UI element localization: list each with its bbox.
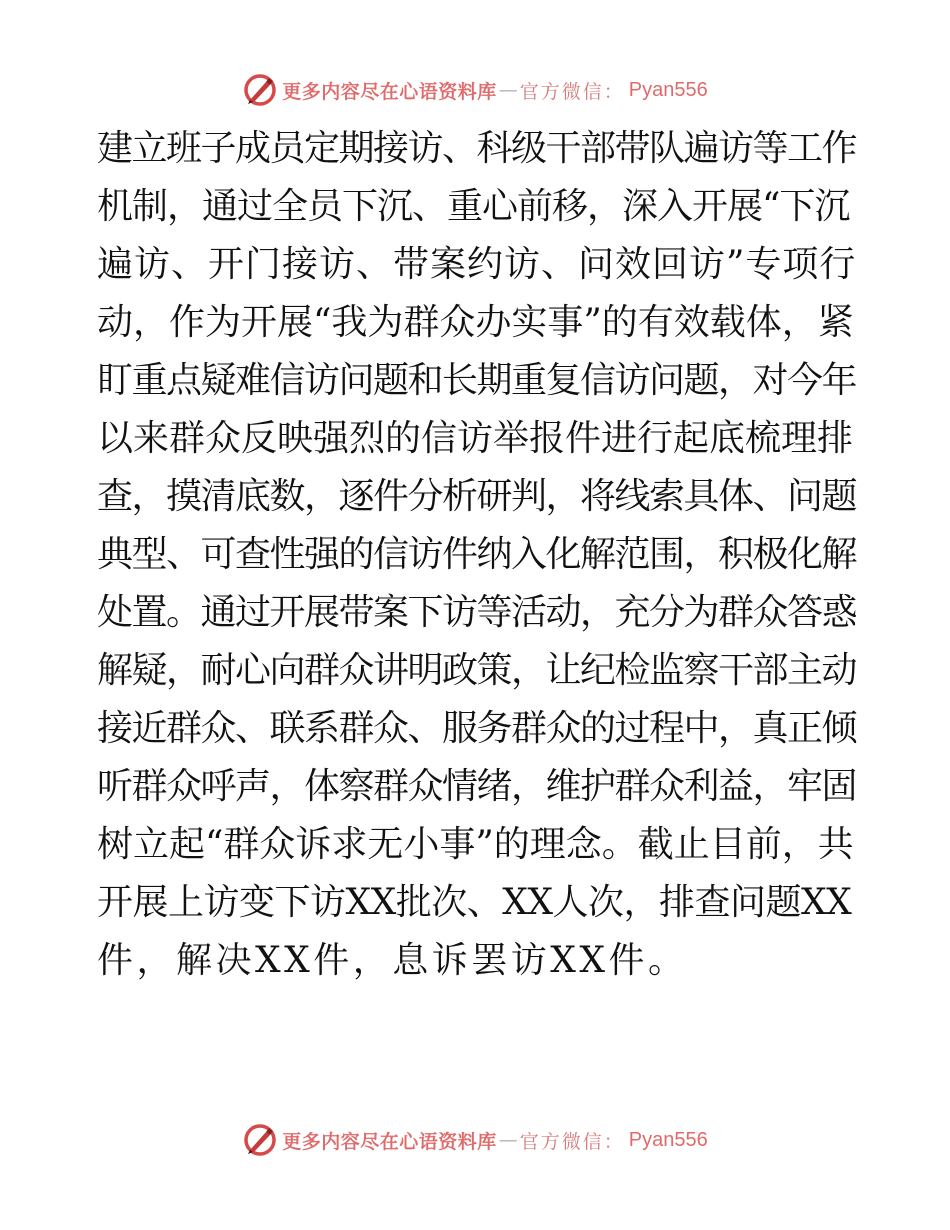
body-text-line: 盯重点疑难信访问题和长期重复信访问题，对今年 xyxy=(97,360,857,401)
body-text-line: 接近群众、联系群众、服务群众的过程中，真正倾 xyxy=(97,708,857,749)
watermark-main-text: 更多内容尽在心语资料库 xyxy=(282,80,497,103)
watermark-separator: — xyxy=(498,79,518,101)
body-text-line: 机制，通过全员下沉、重心前移，深入开展“下沉 xyxy=(97,186,850,227)
body-text-line: 遍访、开门接访、带案约访、问效回访”专项行 xyxy=(97,244,857,285)
body-text-line: 处置。通过开展带案下访等活动，充分为群众答惑 xyxy=(97,592,857,633)
body-text-line: 听群众呼声，体察群众情绪，维护群众利益，牢固 xyxy=(97,766,857,807)
watermark-label: 官方微信： xyxy=(519,80,625,103)
pen-logo-icon xyxy=(242,1122,278,1158)
body-text-line: 查，摸清底数，逐件分析研判，将线索具体、问题 xyxy=(97,476,857,517)
body-text-line: 建立班子成员定期接访、科级干部带队遍访等工作 xyxy=(97,128,857,169)
watermark-wechat-id: Pyan556 xyxy=(628,1128,708,1151)
body-text-line: 开展上访变下访XX批次、XX人次，排查问题XX xyxy=(97,882,852,923)
watermark-wechat-id: Pyan556 xyxy=(628,78,708,101)
pen-logo-icon xyxy=(242,72,278,108)
body-text-line: 以来群众反映强烈的信访举报件进行起底梳理排 xyxy=(97,418,854,459)
watermark-separator: — xyxy=(498,1129,518,1151)
body-text-line: 典型、可查性强的信访件纳入化解范围，积极化解 xyxy=(97,534,857,575)
body-text-line: 解疑，耐心向群众讲明政策，让纪检监察干部主动 xyxy=(97,650,857,691)
body-text-line: 件，解决XX件，息诉罢访XX件。 xyxy=(97,940,688,981)
header-watermark xyxy=(0,70,950,110)
watermark-label: 官方微信： xyxy=(519,1130,625,1153)
document-body xyxy=(97,120,857,990)
body-text-line: 树立起“群众诉求无小事”的理念。截止目前，共 xyxy=(97,824,854,865)
footer-watermark xyxy=(0,1120,950,1160)
body-text-line: 动，作为开展“我为群众办实事”的有效载体，紧 xyxy=(97,302,854,343)
watermark-main-text: 更多内容尽在心语资料库 xyxy=(282,1130,497,1153)
